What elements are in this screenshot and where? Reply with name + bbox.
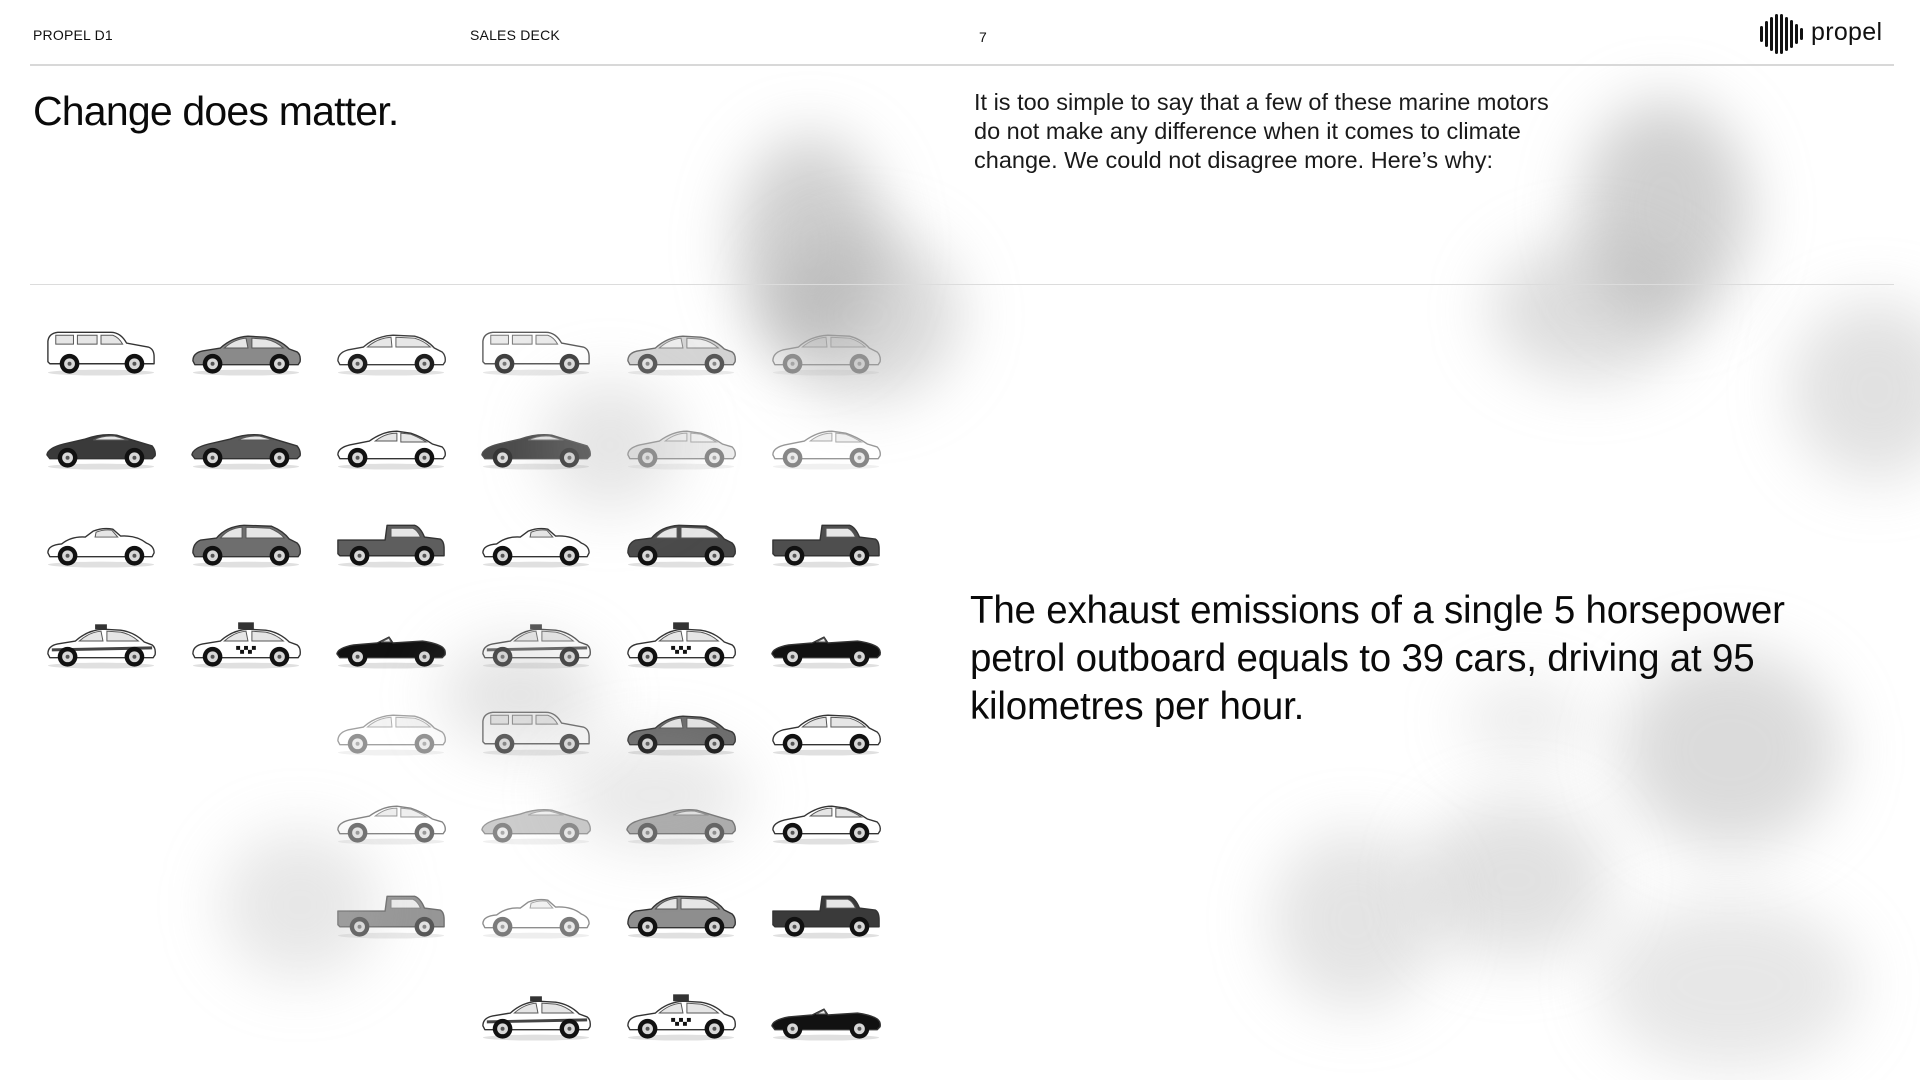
car-suv	[477, 317, 595, 381]
car-grid	[0, 0, 900, 1080]
car-coupe	[622, 411, 740, 475]
car-coupe	[332, 786, 450, 850]
car-taxi	[622, 610, 740, 674]
page-title: Change does matter.	[33, 88, 399, 134]
section-divider	[30, 284, 1894, 285]
car-convertible	[332, 610, 450, 674]
car-sedan	[622, 697, 740, 761]
car-wagon	[187, 509, 305, 573]
car-classic	[42, 509, 160, 573]
car-suv	[477, 697, 595, 761]
car-pickup	[767, 880, 885, 944]
car-hatch	[332, 697, 450, 761]
propel-logo	[1760, 14, 1882, 54]
car-coupe	[767, 786, 885, 850]
car-sports	[42, 411, 160, 475]
car-convertible	[767, 982, 885, 1046]
car-wagon	[622, 880, 740, 944]
car-pickup	[332, 509, 450, 573]
car-police	[477, 610, 595, 674]
car-police	[42, 610, 160, 674]
logo-wordmark: propel	[1811, 17, 1883, 46]
car-police	[477, 982, 595, 1046]
car-coupe	[767, 411, 885, 475]
propel-waveform-icon	[1760, 14, 1803, 54]
car-suv	[42, 317, 160, 381]
car-wagon	[622, 509, 740, 573]
car-sports	[187, 411, 305, 475]
header-divider	[30, 64, 1894, 66]
car-sedan	[622, 317, 740, 381]
car-pickup	[332, 880, 450, 944]
car-hatch	[767, 697, 885, 761]
header-section: SALES DECK	[470, 27, 560, 43]
car-taxi	[187, 610, 305, 674]
car-sports	[622, 786, 740, 850]
car-classic	[477, 880, 595, 944]
car-sports	[477, 411, 595, 475]
intro-paragraph: It is too simple to say that a few of these marine motors do not make any difference when it comes to climate change. We could not disagree more. Here’s why:	[974, 89, 1549, 173]
car-hatch	[332, 317, 450, 381]
car-sedan	[187, 317, 305, 381]
car-taxi	[622, 982, 740, 1046]
emissions-statement: The exhaust emissions of a single 5 horsepower petrol outboard equals to 39 cars, driving at 95 kilometres per hour.	[970, 589, 1785, 728]
car-convertible	[767, 610, 885, 674]
car-pickup	[767, 509, 885, 573]
car-coupe	[332, 411, 450, 475]
header-product: PROPEL D1	[33, 27, 113, 43]
page-number: 7	[979, 29, 987, 45]
car-classic	[477, 509, 595, 573]
car-hatch	[767, 317, 885, 381]
car-sports	[477, 786, 595, 850]
